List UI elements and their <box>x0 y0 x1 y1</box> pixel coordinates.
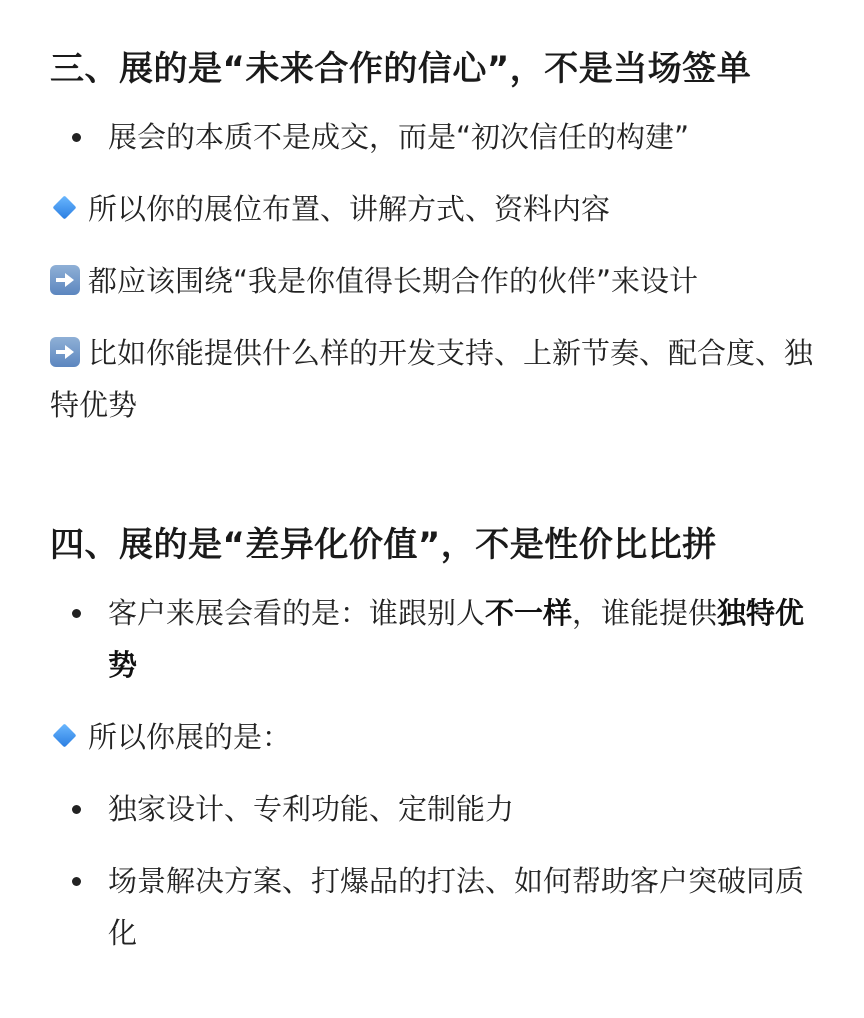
arrow-line <box>50 255 818 307</box>
list-item-text: 客户来展会看的是：谁跟别人 <box>108 596 486 630</box>
list-item <box>50 783 818 835</box>
right-arrow-icon <box>50 265 80 295</box>
right-arrow-icon <box>50 337 80 367</box>
line-text: 所以你的展位布置、讲解方式、资料内容 <box>88 192 611 226</box>
small-blue-diamond-icon <box>50 721 80 751</box>
list-item-text: 独家设计、专利功能、定制能力 <box>108 792 515 826</box>
list-item-text: ，谁能提供 <box>572 596 718 630</box>
diamond-line <box>50 183 818 235</box>
section-heading: 三、展的是“未来合作的信心”，不是当场签单 <box>50 49 752 89</box>
list-item <box>50 111 818 163</box>
line-text: 所以你展的是： <box>88 720 292 754</box>
section-heading: 四、展的是“差异化价值”，不是性价比比拼 <box>50 525 717 565</box>
line-text: 都应该围绕“我是你值得长期合作的伙伴”来设计 <box>88 264 699 298</box>
emphasis-text: 独特优势 <box>108 596 805 682</box>
list-item-text: 展会的本质不是成交，而是“初次信任的构建” <box>108 120 690 154</box>
list-item <box>50 855 818 959</box>
list-item-text: 场景解决方案、打爆品的打法、如何帮助客户突破同质化 <box>108 864 805 950</box>
small-blue-diamond-icon <box>50 193 80 223</box>
emphasis-text: 不一样 <box>485 596 573 630</box>
arrow-line <box>50 327 818 431</box>
list-item <box>50 587 818 691</box>
line-text: 比如你能提供什么样的开发支持、上新节奏、配合度、独特优势 <box>50 336 814 422</box>
diamond-line <box>50 711 818 763</box>
